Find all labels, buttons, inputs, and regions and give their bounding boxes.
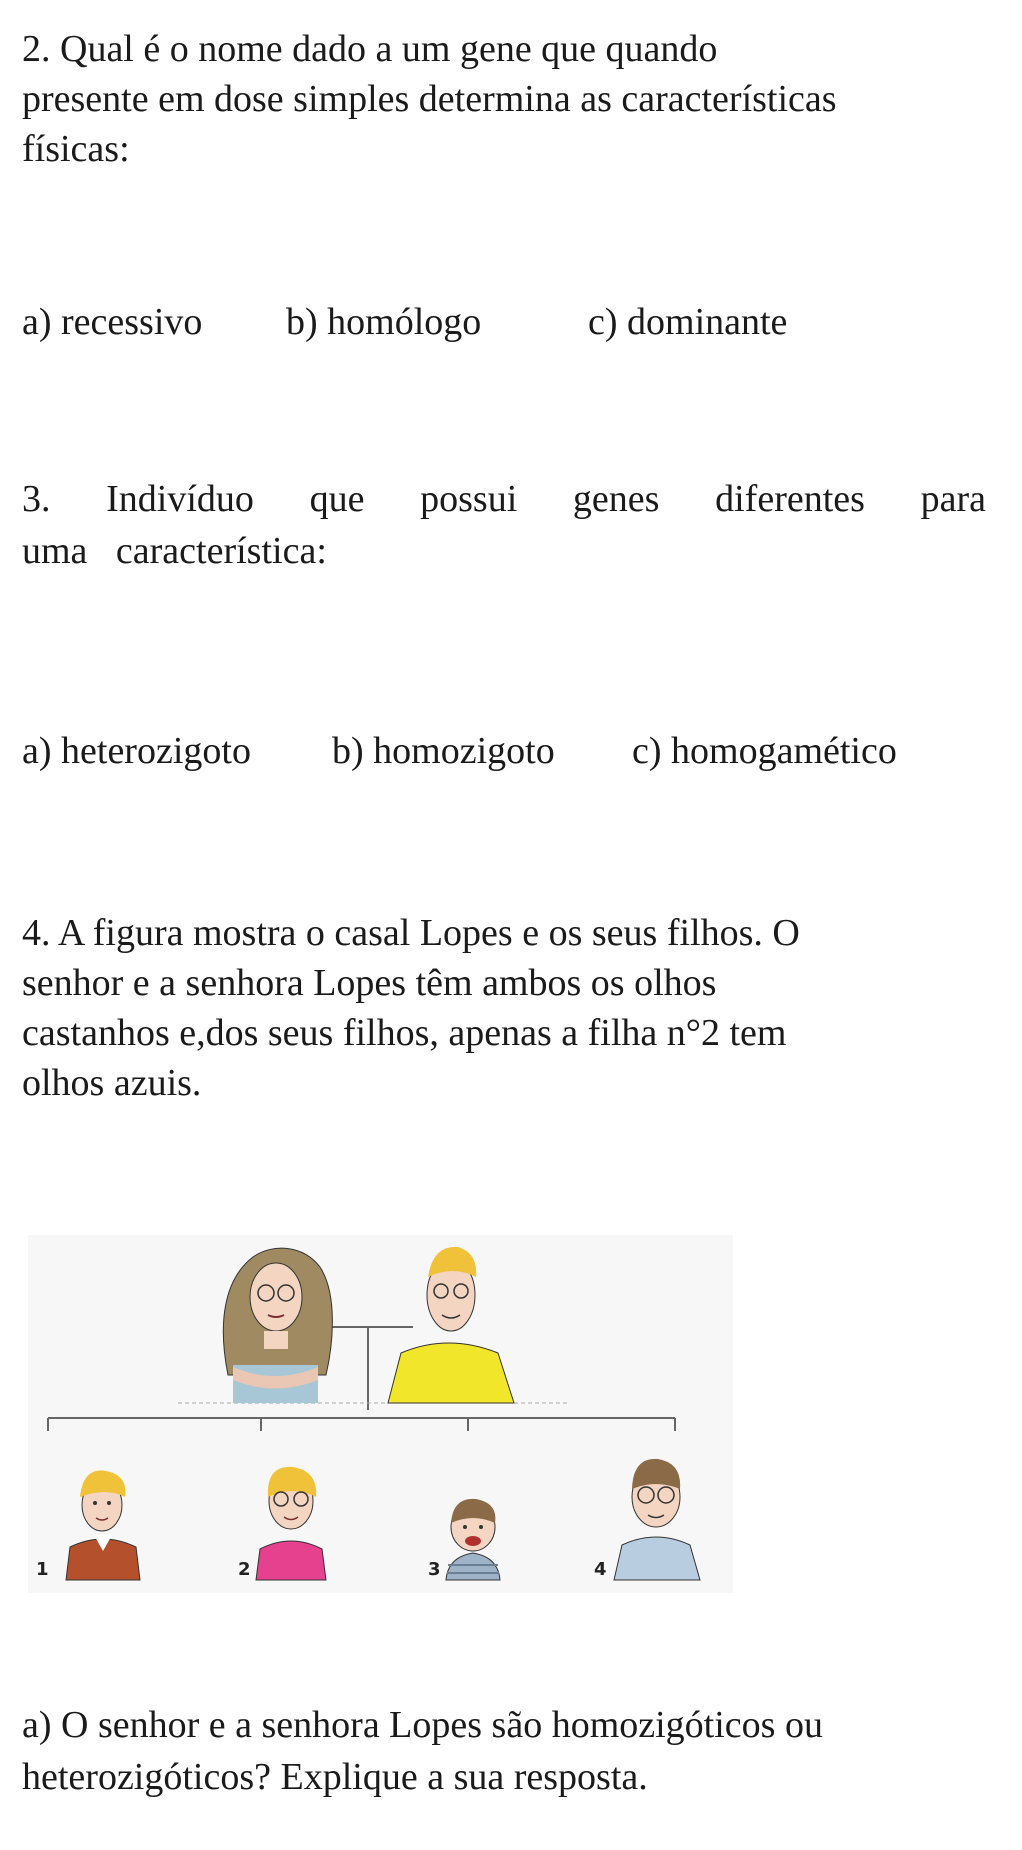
figure-background xyxy=(28,1235,733,1593)
q3-option-b: b) homozigoto xyxy=(332,730,555,772)
q2-option-c: c) dominante xyxy=(588,301,788,343)
q4-text-line-2: senhor e a senhora Lopes têm ambos os olhos xyxy=(22,962,717,1004)
q2-text-line-2: presente em dose simples determina as características xyxy=(22,78,837,120)
q3-word: possui xyxy=(420,478,518,520)
q4a-text-line-2: heterozigóticos? Explique a sua resposta. xyxy=(22,1756,648,1798)
q2-text-line-3: físicas: xyxy=(22,128,130,170)
child-number-1: 1 xyxy=(36,1559,49,1580)
family-pedigree-figure xyxy=(28,1235,733,1593)
child-3-figure xyxy=(446,1499,500,1580)
child-number-3: 3 xyxy=(428,1559,441,1580)
q3-word: que xyxy=(309,478,365,520)
child-number-4: 4 xyxy=(594,1559,607,1580)
q3-text-line-1 xyxy=(22,474,986,524)
q3-word: Indivíduo xyxy=(106,478,254,520)
q4-text-line-1: 4. A figura mostra o casal Lopes e os seus filhos. O xyxy=(22,912,800,954)
q2-text-line-1: 2. Qual é o nome dado a um gene que quando xyxy=(22,28,718,70)
q3-word: genes xyxy=(572,478,660,520)
q3-word: diferentes xyxy=(715,478,865,520)
q3-word: 3. xyxy=(22,478,51,520)
mother-figure xyxy=(223,1248,332,1403)
q4a-text-line-1: a) O senhor e a senhora Lopes são homozigóticos ou xyxy=(22,1704,823,1746)
q3-option-a: a) heterozigoto xyxy=(22,730,251,772)
child-number-2: 2 xyxy=(238,1559,251,1580)
q4-text-line-3: castanhos e,dos seus filhos, apenas a filha n°2 tem xyxy=(22,1012,787,1054)
q2-option-b: b) homólogo xyxy=(286,301,482,343)
q4-text-line-4: olhos azuis. xyxy=(22,1062,202,1104)
q3-text-line-2: uma característica: xyxy=(22,530,327,572)
q2-option-a: a) recessivo xyxy=(22,301,203,343)
q3-option-c: c) homogamético xyxy=(632,730,897,772)
q3-word: para xyxy=(920,478,986,520)
